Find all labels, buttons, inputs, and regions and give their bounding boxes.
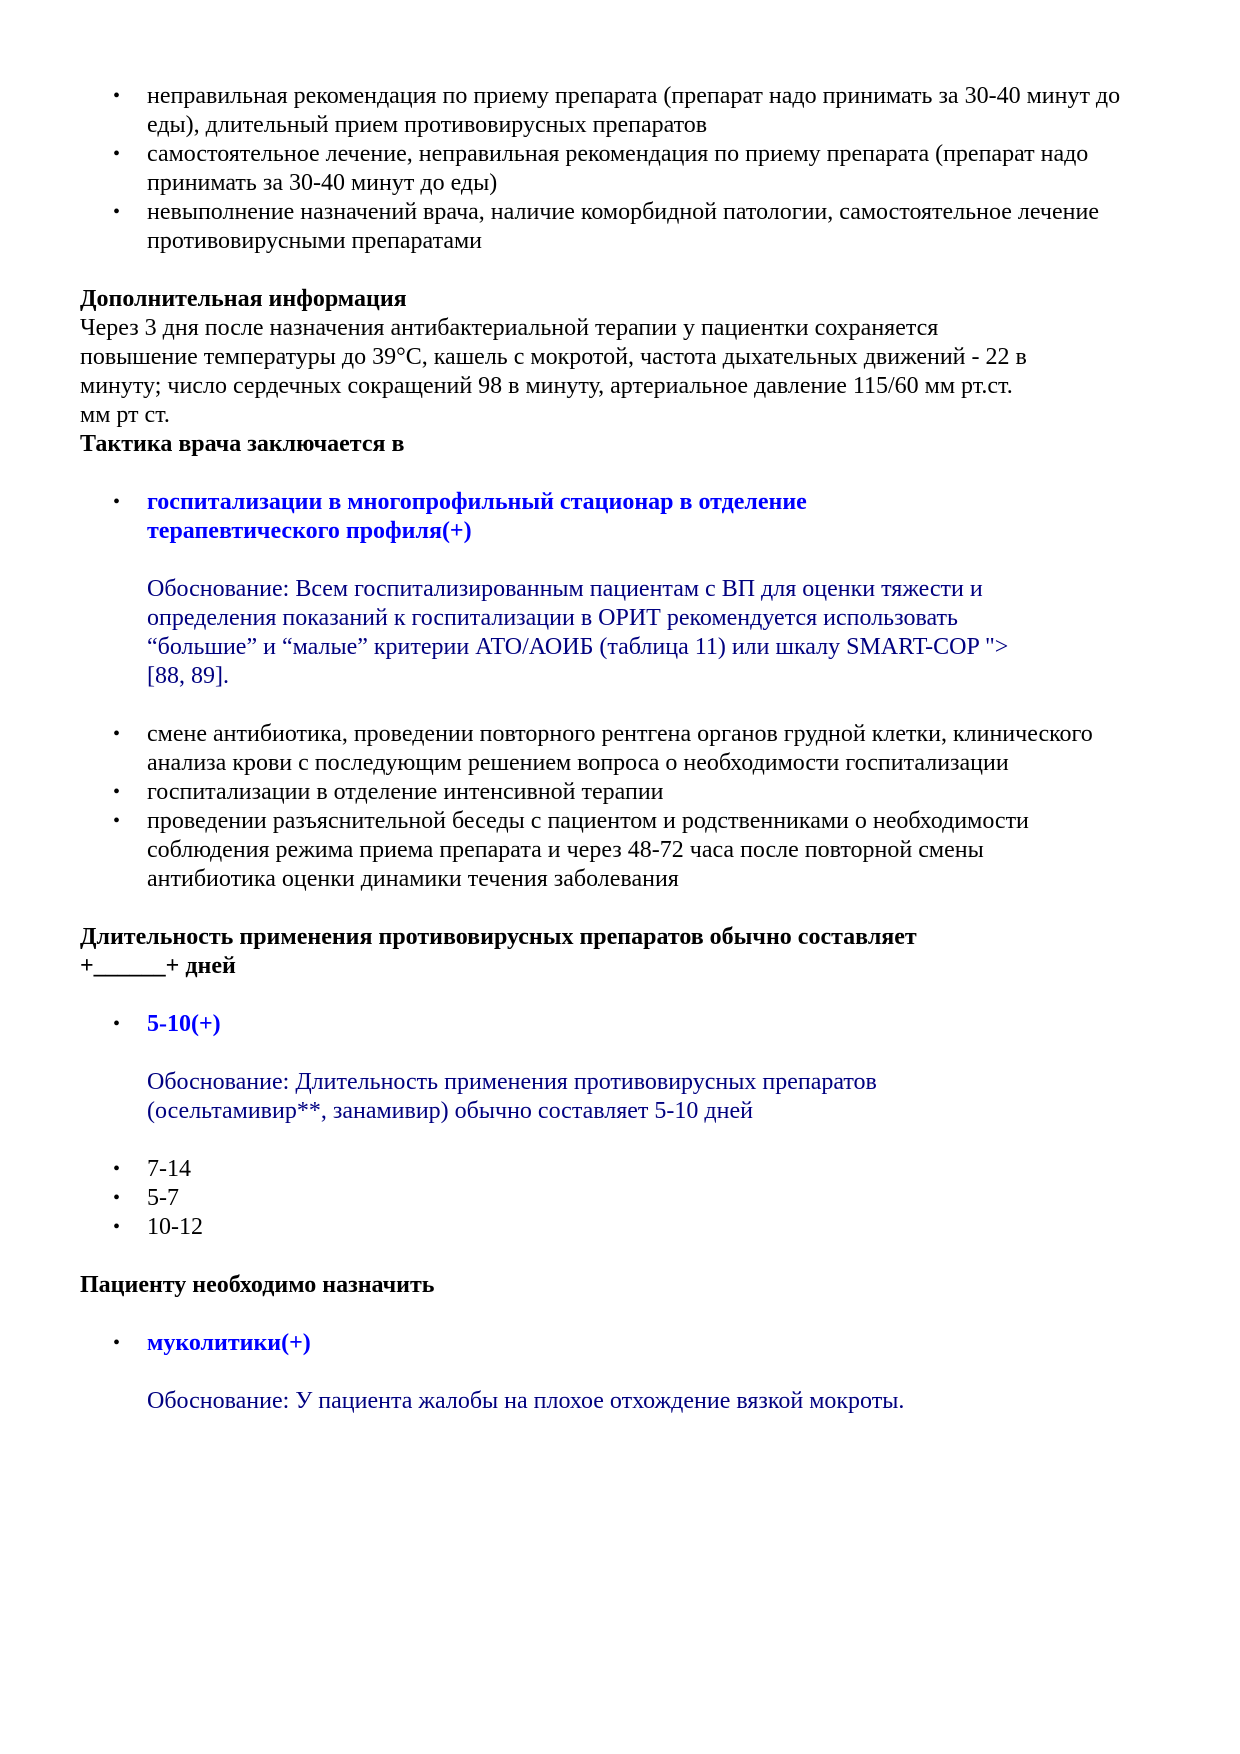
justification — [80, 575, 1170, 691]
option-text: 10-12 — [147, 1214, 203, 1240]
option-text: самостоятельное лечение, неправильная рекомендация по приему препарата (препарат надо принимать за 30-40 минут до еды) — [147, 141, 1089, 196]
option-item — [80, 82, 1170, 140]
justification-text: Обоснование: Длительность применения противовирусных препаратов (осельтамивир**, занамивир) обычно составляет 5-10 дней — [147, 1069, 877, 1124]
bullet-icon: • — [113, 491, 121, 513]
option-item — [80, 1155, 1170, 1184]
answer-list — [80, 1155, 1170, 1242]
answer-list — [80, 720, 1170, 894]
option-text: проведении разъяснительной беседы с пациентом и родственниками о необходимости соблюдения режима приема препарата и через 48-72 часа после повторной смены антибиотика оценки динамики течения заболевания — [147, 808, 1029, 892]
correct-answer-item — [80, 488, 867, 546]
top-options-list — [80, 82, 1170, 256]
bullet-icon: • — [113, 1158, 121, 1180]
answer-list — [80, 1010, 1170, 1039]
correct-answer-text: муколитики(+) — [147, 1330, 311, 1356]
option-text: госпитализации в отделение интенсивной терапии — [147, 779, 664, 805]
option-item — [80, 807, 1067, 894]
justification-reference: [88, 89]. — [147, 663, 229, 689]
answer-list — [80, 488, 1170, 546]
bullet-icon: • — [113, 1013, 121, 1035]
justification — [80, 1387, 1170, 1416]
question-heading: Пациенту необходимо назначить — [80, 1272, 435, 1298]
bullet-icon: • — [113, 1216, 121, 1238]
correct-answer-text: 5-10(+) — [147, 1011, 221, 1037]
option-item — [80, 140, 1170, 198]
document-page — [80, 82, 1170, 1416]
bullet-icon: • — [113, 723, 121, 745]
option-item — [80, 1213, 1170, 1242]
justification-text: Обоснование: Всем госпитализированным пациентам с ВП для оценки тяжести и определения показаний к госпитализации в ОРИТ рекомендуется использовать “большие” и “малые” критерии АТО/АОИБ (таблица 11) или шкалу SMART-COP "> — [147, 576, 1009, 660]
option-item — [80, 1184, 1170, 1213]
bullet-icon: • — [113, 810, 121, 832]
bullet-icon: • — [113, 143, 121, 165]
justification-text: Обоснование: У пациента жалобы на плохое отхождение вязкой мокроты. — [147, 1388, 905, 1414]
bullet-icon: • — [113, 1332, 121, 1354]
option-item — [80, 198, 1170, 256]
correct-answer-item — [80, 1329, 1170, 1358]
option-text: 7-14 — [147, 1156, 191, 1182]
additional-info-text: Через 3 дня после назначения антибактериальной терапии у пациентки сохраняется повышение температуры до 39°С, кашель с мокротой, частота дыхательных движений - 22 в минуту; число сердечных сокращений 98 в минуту, артериальное давление 115/60 мм рт.ст. мм рт ст. — [80, 315, 1027, 428]
question-heading: Тактика врача заключается в — [80, 431, 405, 457]
option-text: неправильная рекомендация по приему препарата (препарат надо принимать за 30-40 минут до еды), длительный прием противовирусных препаратов — [147, 83, 1121, 138]
option-text: смене антибиотика, проведении повторного рентгена органов грудной клетки, клинического анализа крови с последующим решением вопроса о необходимости госпитализации — [147, 721, 1093, 776]
option-item — [80, 778, 1170, 807]
option-text: невыполнение назначений врача, наличие коморбидной патологии, самостоятельное лечение противовирусными препаратами — [147, 199, 1099, 254]
option-item — [80, 720, 1170, 778]
justification — [80, 1068, 1170, 1126]
answer-list — [80, 1329, 1170, 1358]
correct-answer-text: госпитализации в многопрофильный стационар в отделение терапевтического профиля(+) — [147, 489, 807, 544]
bullet-icon: • — [113, 1187, 121, 1209]
correct-answer-item — [80, 1010, 1170, 1039]
option-text: 5-7 — [147, 1185, 179, 1211]
bullet-icon: • — [113, 201, 121, 223]
bullet-icon: • — [113, 85, 121, 107]
question-heading: Длительность применения противовирусных препаратов обычно составляет +______+ дней — [80, 924, 917, 979]
bullet-icon: • — [113, 781, 121, 803]
additional-info-heading: Дополнительная информация — [80, 286, 407, 312]
